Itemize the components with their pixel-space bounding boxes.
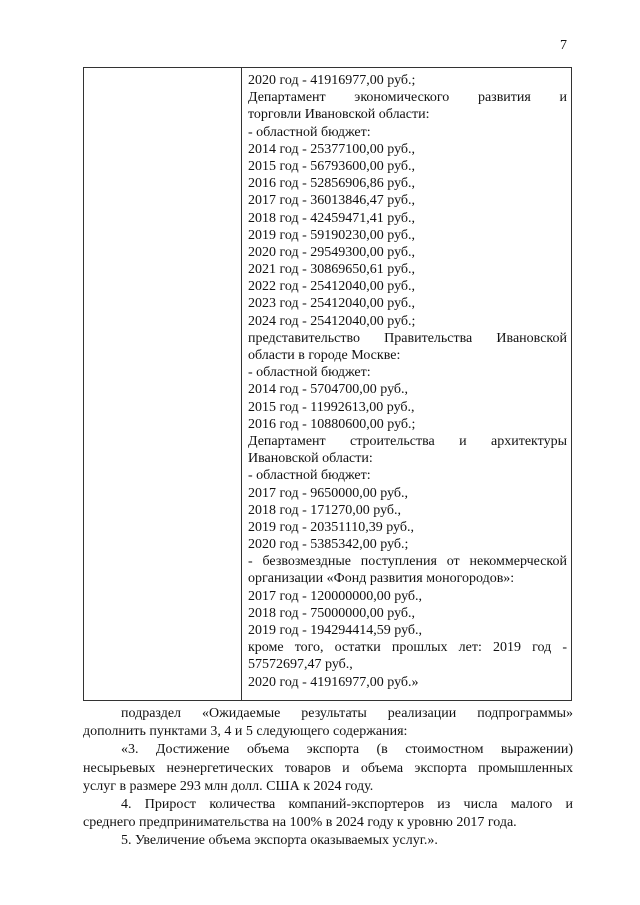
table-cell-line: торговли Ивановской области: xyxy=(248,107,430,123)
table-cell-line: представительство Правительства Ивановской xyxy=(248,330,567,346)
table-cell-line: 2015 год - 11992613,00 руб., xyxy=(248,399,415,415)
table-cell-line: области в городе Москве: xyxy=(248,348,401,363)
table-cell-line: 2016 год - 52856906,86 руб., xyxy=(248,176,416,192)
page-number: 7 xyxy=(560,38,567,53)
text-line: дополнить пунктами 3, 4 и 5 следующего содержания: xyxy=(83,724,408,740)
table-cell-line: 2018 год - 75000000,00 руб., xyxy=(248,605,416,621)
table-cell-line: кроме того, остатки прошлых лет: 2019 год - xyxy=(248,640,567,656)
text-line: «3. Достижение объема экспорта (в стоимостном выражении) xyxy=(121,742,573,758)
table-cell-line: 57572697,47 руб., xyxy=(248,657,353,673)
table-cell-line: - областной бюджет: xyxy=(248,124,371,140)
text-line: подраздел «Ожидаемые результаты реализации подпрограммы» xyxy=(121,706,573,721)
table-cell-line: 2022 год - 25412040,00 руб., xyxy=(248,279,416,295)
table-cell-line: 2020 год - 5385342,00 руб.; xyxy=(248,537,409,553)
table-cell-line: 2020 год - 29549300,00 руб., xyxy=(248,244,416,260)
table-cell-line: Департамент строительства и архитектуры xyxy=(248,433,567,449)
funding-table xyxy=(83,67,572,701)
table-cell-line: 2016 год - 10880600,00 руб.; xyxy=(248,416,416,432)
table-cell-line: 2024 год - 25412040,00 руб.; xyxy=(248,313,416,329)
table-cell-line: организации «Фонд развития моногородов»: xyxy=(248,571,515,587)
table-cell-line: - областной бюджет: xyxy=(248,468,371,484)
table-cell-line: 2019 год - 59190230,00 руб., xyxy=(248,227,416,243)
table-cell-line: 2019 год - 194294414,59 руб., xyxy=(248,623,423,638)
text-line: услуг в размере 293 млн долл. США к 2024 году. xyxy=(83,778,374,794)
table-cell-line: 2023 год - 25412040,00 руб., xyxy=(248,296,416,312)
table-cell-line: 2014 год - 25377100,00 руб., xyxy=(248,141,416,157)
table-cell-line: Ивановской области: xyxy=(248,451,373,467)
table-cell-line: 2018 год - 42459471,41 руб., xyxy=(248,210,416,226)
text-line: несырьевых неэнергетических товаров и объема экспорта промышленных xyxy=(83,760,573,776)
table-cell-line: 2018 год - 171270,00 руб., xyxy=(248,502,402,518)
paragraph-item-4 xyxy=(83,796,573,832)
paragraph-item-3 xyxy=(83,741,573,796)
table-cell-line: 2015 год - 56793600,00 руб., xyxy=(248,158,416,174)
table-cell-line: 2021 год - 30869650,61 руб., xyxy=(248,262,416,278)
table-cell-line: 2014 год - 5704700,00 руб., xyxy=(248,382,409,398)
table-cell-line: 2017 год - 36013846,47 руб., xyxy=(248,193,416,209)
table-cell-line: 2019 год - 20351110,39 руб., xyxy=(248,519,414,535)
body-text xyxy=(83,705,573,851)
table-cell-line: 2017 год - 9650000,00 руб., xyxy=(248,485,409,501)
table-cell-line: 2020 год - 41916977,00 руб.; xyxy=(248,73,416,88)
paragraph-item-5 xyxy=(83,832,573,850)
paragraph-amendment-intro xyxy=(83,705,573,741)
table-right-cell xyxy=(248,72,567,691)
table-cell-line: - безвозмездные поступления от некоммерческой xyxy=(248,554,567,570)
text-line: 4. Прирост количества компаний-экспортеров из числа малого и xyxy=(121,797,573,813)
table-cell-line: 2017 год - 120000000,00 руб., xyxy=(248,588,423,604)
table-left-cell xyxy=(84,68,242,700)
table-cell-line: - областной бюджет: xyxy=(248,365,371,381)
table-cell-line: 2020 год - 41916977,00 руб.» xyxy=(248,674,419,690)
table-cell-line: Департамент экономического развития и xyxy=(248,90,567,106)
text-line: 5. Увеличение объема экспорта оказываемых услуг.». xyxy=(121,833,438,849)
text-line: среднего предпринимательства на 100% в 2024 году к уровню 2017 года. xyxy=(83,815,517,831)
